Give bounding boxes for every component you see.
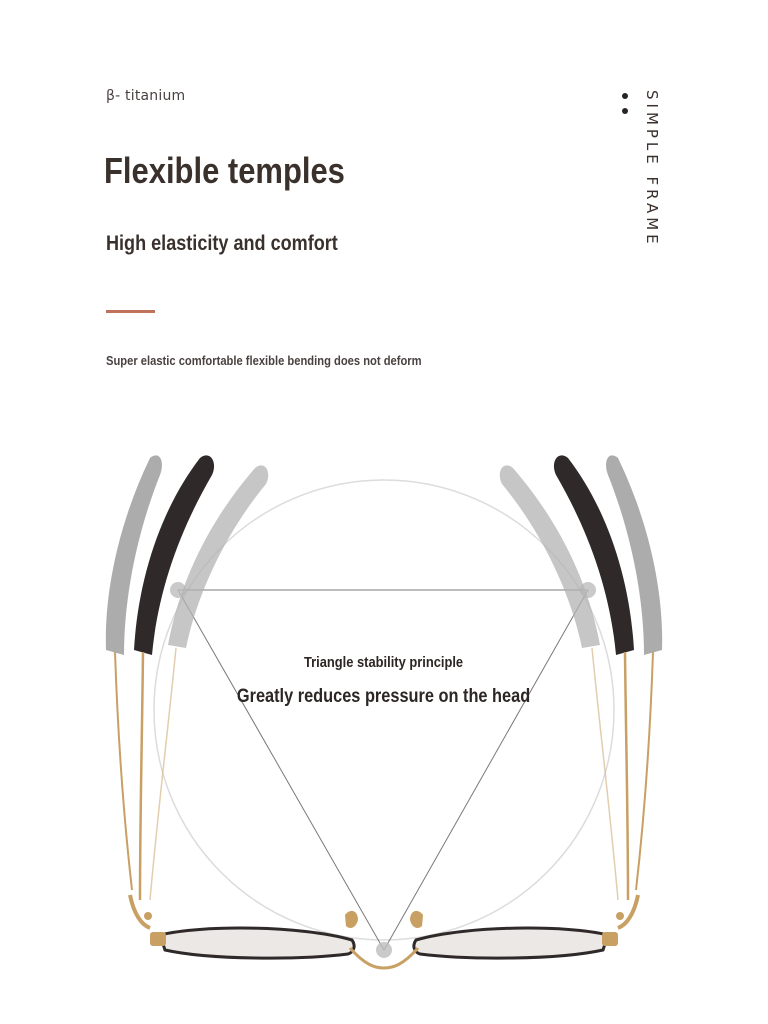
accent-divider [106,310,155,313]
side-label: SIMPLE FRAME [643,90,661,248]
diagram-caption-benefit: Greatly reduces pressure on the head [237,686,531,707]
stability-circle [154,480,614,940]
triangle-node-bottom [376,942,392,958]
tagline: High elasticity and comfort [106,232,338,255]
bullet-dot-2 [622,108,628,114]
feature-description: Super elastic comfortable flexible bending does not deform [106,353,422,368]
stability-triangle [178,590,588,950]
material-label: β- titanium [106,88,186,104]
page-title: Flexible temples [104,150,345,191]
bullet-dot-1 [622,93,628,99]
diagram-caption-principle: Triangle stability principle [304,654,464,671]
